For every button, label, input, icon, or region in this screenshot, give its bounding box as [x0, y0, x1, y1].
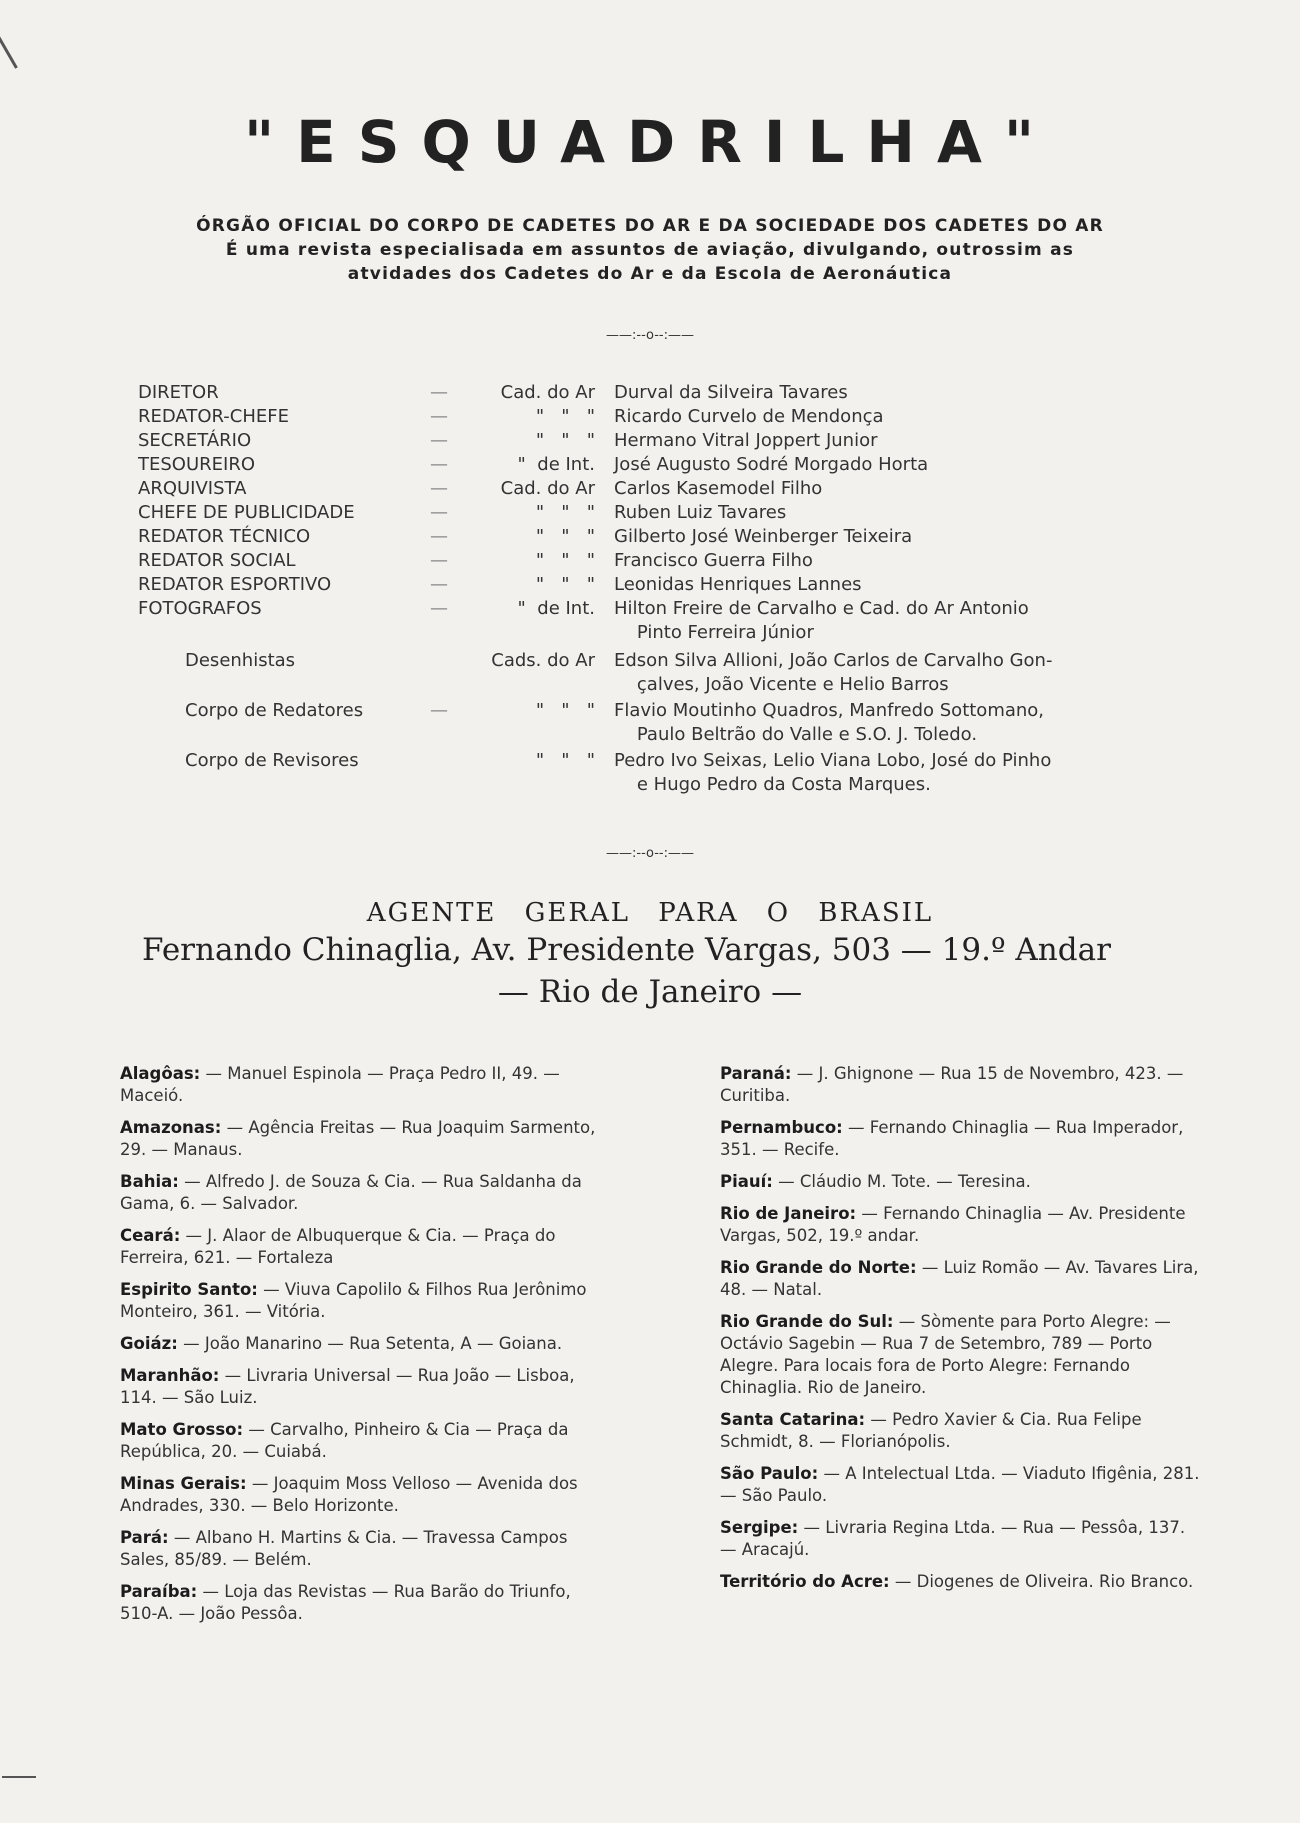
- staff-name: çalves, João Vicente e Helio Barros: [614, 674, 949, 695]
- distributor-entry: [120, 1063, 610, 1107]
- state-name: Rio Grande do Sul:: [720, 1312, 894, 1331]
- state-name: Santa Catarina:: [720, 1410, 866, 1429]
- staff-rank: " " ": [535, 700, 595, 721]
- agent-city: — Rio de Janeiro —: [497, 974, 803, 1010]
- scan-edge-mark: [2, 1776, 36, 1778]
- state-name: Território do Acre:: [720, 1572, 890, 1591]
- staff-role: Corpo de Revisores: [185, 750, 359, 771]
- distributor-text: — Viuva Capolilo & Filhos Rua Jerônimo Monteiro, 361. — Vitória.: [120, 1280, 587, 1321]
- staff-row-continuation: [0, 774, 1300, 798]
- state-name: Minas Gerais:: [120, 1474, 247, 1493]
- staff-row: REDATOR ESPORTIVO — " " " Leonidas Henriques Lannes: [138, 574, 862, 595]
- agent-address: Fernando Chinaglia, Av. Presidente Vargas, 503 — 19.º Andar: [142, 932, 1111, 968]
- distributor-text: — Manuel Espinola — Praça Pedro II, 49. — Maceió.: [120, 1064, 560, 1105]
- staff-role: REDATOR ESPORTIVO: [138, 574, 332, 595]
- distributor-entry: [120, 1419, 610, 1463]
- staff-rank: Cad. do Ar: [500, 478, 595, 499]
- staff-name: Pedro Ivo Seixas, Lelio Viana Lobo, José do Pinho: [614, 750, 1052, 771]
- staff-row-continuation: [0, 724, 1300, 748]
- staff-name: Pinto Ferreira Júnior: [614, 622, 814, 643]
- distributor-text: — Albano H. Martins & Cia. — Travessa Campos Sales, 85/89. — Belém.: [120, 1528, 568, 1569]
- state-name: Alagôas:: [120, 1064, 201, 1083]
- staff-role: REDATOR SOCIAL: [138, 550, 296, 571]
- scan-edge-mark: [0, 15, 18, 68]
- staff-role: ARQUIVISTA: [138, 478, 247, 499]
- staff-name: Ricardo Curvelo de Mendonça: [614, 406, 884, 427]
- staff-name: e Hugo Pedro da Costa Marques.: [614, 774, 931, 795]
- state-name: Espirito Santo:: [120, 1280, 258, 1299]
- staff-role: Desenhistas: [185, 650, 296, 671]
- staff-row: [0, 650, 1300, 674]
- state-name: Maranhão:: [120, 1366, 220, 1385]
- state-name: Ceará:: [120, 1226, 181, 1245]
- staff-row: [0, 750, 1300, 774]
- distributor-entry: [120, 1117, 610, 1161]
- separator-bottom: ——:--o--:——: [606, 846, 694, 861]
- staff-name: Ruben Luiz Tavares: [614, 502, 787, 523]
- staff-name: Carlos Kasemodel Filho: [614, 478, 823, 499]
- distributor-entry: [720, 1463, 1200, 1507]
- staff-row: REDATOR-CHEFE — " " " Ricardo Curvelo de Mendonça: [138, 406, 884, 427]
- staff-name: Edson Silva Allioni, João Carlos de Carvalho Gon-: [614, 650, 1053, 671]
- distributor-entry: [720, 1171, 1200, 1193]
- state-name: Bahia:: [120, 1172, 179, 1191]
- staff-rank: " " ": [535, 406, 595, 427]
- staff-row: DIRETOR — Cad. do Ar Durval da Silveira Tavares: [138, 382, 848, 403]
- distributor-entry: [720, 1117, 1200, 1161]
- staff-role: TESOUREIRO: [138, 454, 255, 475]
- distributor-text: — João Manarino — Rua Setenta, A — Goiana.: [177, 1334, 563, 1353]
- distributor-entry: [120, 1473, 610, 1517]
- staff-role: REDATOR-CHEFE: [138, 406, 289, 427]
- magazine-title: "ESQUADRILHA": [243, 108, 1057, 176]
- distributor-entry: [720, 1257, 1200, 1301]
- state-name: Pará:: [120, 1528, 169, 1547]
- distributor-text: — Sòmente para Porto Alegre: — Octávio Sagebin — Rua 7 de Setembro, 789 — Porto Alegre. Para locais fora de Porto Alegre: Fernando Chinaglia. Rio de Janeiro.: [720, 1312, 1171, 1397]
- staff-name: Francisco Guerra Filho: [614, 550, 813, 571]
- staff-name: Durval da Silveira Tavares: [614, 382, 848, 403]
- distributor-entry: [720, 1063, 1200, 1107]
- distributor-text: — Livraria Regina Ltda. — Rua — Pessôa, 137. — Aracajú.: [720, 1518, 1186, 1559]
- distributor-text: — Fernando Chinaglia — Av. Presidente Vargas, 502, 19.º andar.: [720, 1204, 1186, 1245]
- distributor-text: — Carvalho, Pinheiro & Cia — Praça da República, 20. — Cuiabá.: [120, 1420, 569, 1461]
- distributor-text: — Livraria Universal — Rua João — Lisboa, 114. — São Luiz.: [120, 1366, 575, 1407]
- staff-name: Flavio Moutinho Quadros, Manfredo Sottomano,: [614, 700, 1045, 721]
- staff-name: Leonidas Henriques Lannes: [614, 574, 862, 595]
- staff-role: CHEFE DE PUBLICIDADE: [138, 502, 355, 523]
- subtitle-line-2: É uma revista especialisada em assuntos de aviação, divulgando, outrossim as: [225, 240, 1075, 260]
- staff-rank: " " ": [535, 526, 595, 547]
- staff-role: REDATOR TÉCNICO: [138, 526, 311, 547]
- staff-row: Corpo de Redatores — " " " Flavio Moutinho Quadros, Manfredo Sottomano,: [185, 700, 1045, 721]
- staff-row-continuation: [0, 674, 1300, 698]
- distributor-entry: [720, 1409, 1200, 1453]
- staff-rank: " " ": [535, 550, 595, 571]
- distributor-text: — Fernando Chinaglia — Rua Imperador, 351. — Recife.: [720, 1118, 1184, 1159]
- distributor-entry: [120, 1581, 610, 1625]
- distributor-text: — J. Ghignone — Rua 15 de Novembro, 423. — Curitiba.: [720, 1064, 1184, 1105]
- distributor-entry: [720, 1517, 1200, 1561]
- staff-row: REDATOR SOCIAL — " " " Francisco Guerra Filho: [138, 550, 813, 571]
- distributor-entry: [120, 1527, 610, 1571]
- distributor-text: — Luiz Romão — Av. Tavares Lira, 48. — Natal.: [720, 1258, 1199, 1299]
- staff-name: José Augusto Sodré Morgado Horta: [614, 454, 929, 475]
- distributors-right-column: [720, 1063, 1200, 1603]
- staff-role: DIRETOR: [138, 382, 219, 403]
- staff-role: FOTOGRAFOS: [138, 598, 262, 619]
- state-name: Mato Grosso:: [120, 1420, 244, 1439]
- staff-rank: Cad. do Ar: [500, 382, 595, 403]
- distributor-entry: [120, 1171, 610, 1215]
- staff-rank: " de Int.: [517, 454, 595, 475]
- staff-name: Hilton Freire de Carvalho e Cad. do Ar Antonio: [614, 598, 1029, 619]
- distributor-text: — A Intelectual Ltda. — Viaduto Ifigênia, 281. — São Paulo.: [720, 1464, 1200, 1505]
- staff-row: CHEFE DE PUBLICIDADE — " " " Ruben Luiz Tavares: [138, 502, 787, 523]
- distributors-left-column: [120, 1063, 610, 1635]
- staff-row: ARQUIVISTA — Cad. do Ar Carlos Kasemodel Filho: [138, 478, 823, 499]
- staff-name: Paulo Beltrão do Valle e S.O. J. Toledo.: [614, 724, 978, 745]
- state-name: Goiáz:: [120, 1334, 178, 1353]
- distributor-entry: [120, 1225, 610, 1269]
- staff-name: Hermano Vitral Joppert Junior: [614, 430, 878, 451]
- staff-role: SECRETÁRIO: [138, 430, 252, 451]
- state-name: Paraná:: [720, 1064, 792, 1083]
- distributor-entry: [720, 1203, 1200, 1247]
- state-name: Sergipe:: [720, 1518, 799, 1537]
- agent-heading: AGENTE GERAL PARA O BRASIL: [366, 898, 934, 928]
- staff-row: FOTOGRAFOS — " de Int. Hilton Freire de Carvalho e Cad. do Ar Antonio: [138, 598, 1029, 619]
- staff-row: TESOUREIRO — " de Int. José Augusto Sodré Morgado Horta: [138, 454, 929, 475]
- subtitle-line-3: atvidades dos Cadetes do Ar e da Escola de Aeronáutica: [347, 264, 953, 284]
- state-name: Paraíba:: [120, 1582, 198, 1601]
- staff-role: Corpo de Redatores: [185, 700, 364, 721]
- distributor-entry: [120, 1365, 610, 1409]
- distributor-text: — Joaquim Moss Velloso — Avenida dos Andrades, 330. — Belo Horizonte.: [120, 1474, 578, 1515]
- distributor-text: — Agência Freitas — Rua Joaquim Sarmento, 29. — Manaus.: [120, 1118, 596, 1159]
- state-name: Amazonas:: [120, 1118, 222, 1137]
- distributor-text: — Pedro Xavier & Cia. Rua Felipe Schmidt, 8. — Florianópolis.: [720, 1410, 1142, 1451]
- staff-row: SECRETÁRIO — " " " Hermano Vitral Joppert Junior: [138, 430, 878, 451]
- distributor-text: — Alfredo J. de Souza & Cia. — Rua Saldanha da Gama, 6. — Salvador.: [120, 1172, 582, 1213]
- state-name: Pernambuco:: [720, 1118, 843, 1137]
- separator-top: ——:--o--:——: [606, 328, 694, 343]
- staff-rank: " " ": [535, 430, 595, 451]
- staff-rank: " de Int.: [517, 598, 595, 619]
- state-name: São Paulo:: [720, 1464, 819, 1483]
- distributor-entry: [120, 1279, 610, 1323]
- distributor-entry: [120, 1333, 610, 1355]
- subtitle-line-1: ÓRGÃO OFICIAL DO CORPO DE CADETES DO AR E DA SOCIEDADE DOS CADETES DO AR: [196, 216, 1104, 236]
- state-name: Rio Grande do Norte:: [720, 1258, 917, 1277]
- staff-rank: " " ": [535, 750, 595, 771]
- staff-rank: " " ": [535, 502, 595, 523]
- distributor-entry: [720, 1311, 1200, 1399]
- distributor-text: — Loja das Revistas — Rua Barão do Triunfo, 510-A. — João Pessôa.: [120, 1582, 571, 1623]
- staff-row: REDATOR TÉCNICO — " " " Gilberto José Weinberger Teixeira: [138, 526, 913, 547]
- staff-name: Gilberto José Weinberger Teixeira: [614, 526, 913, 547]
- distributor-text: — J. Alaor de Albuquerque & Cia. — Praça do Ferreira, 621. — Fortaleza: [120, 1226, 556, 1267]
- state-name: Rio de Janeiro:: [720, 1204, 857, 1223]
- distributor-text: — Diogenes de Oliveira. Rio Branco.: [889, 1572, 1194, 1591]
- staff-rank: " " ": [535, 574, 595, 595]
- state-name: Piauí:: [720, 1172, 773, 1191]
- distributor-text: — Cláudio M. Tote. — Teresina.: [772, 1172, 1031, 1191]
- staff-rank: Cads. do Ar: [491, 650, 595, 671]
- staff-row-continuation: [0, 622, 1300, 646]
- distributor-entry: [720, 1571, 1200, 1593]
